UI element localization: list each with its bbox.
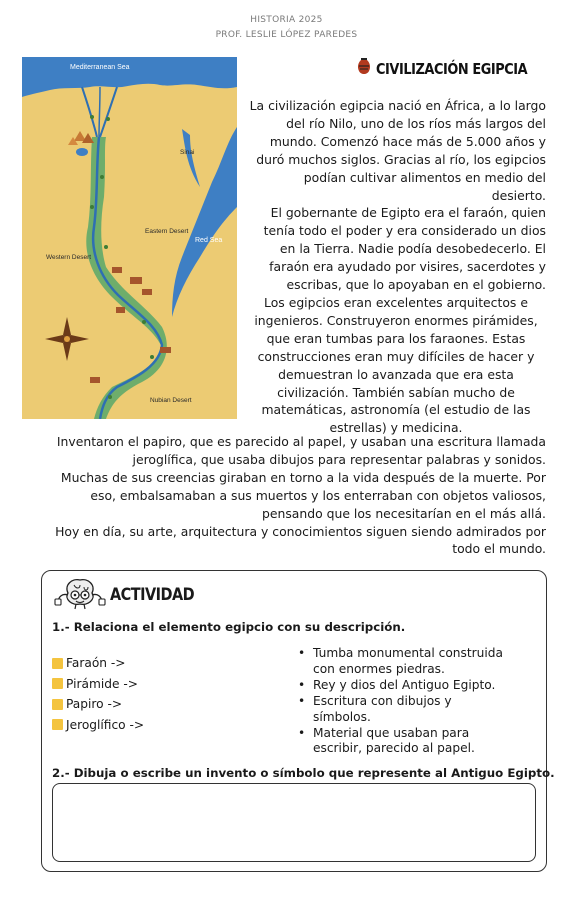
list-item: Faraón ->: [52, 653, 144, 674]
intro-paragraph: La civilización egipcia nació en África, a lo largo del río Nilo, uno de los ríos más largos del mundo. Comenzó hace más de 5.000 años y duró muchos siglos. Gracias al río, los egipcios podían cultivar alimentos en medio del desierto.: [249, 98, 546, 203]
egypt-map: [22, 57, 237, 419]
drawing-answer-box[interactable]: [52, 783, 536, 862]
description-item: • Tumba monumental construida con enormes piedras.: [297, 646, 512, 678]
body-paragraph: Inventaron el papiro, que es parecido al papel, y usaban una escritura llamada jeroglífica, que usaba dibujos para representar palabras y sonidos.: [56, 434, 546, 467]
list-item: Jeroglífico ->: [52, 715, 144, 736]
document-header: [0, 13, 573, 43]
list-item: Pirámide ->: [52, 674, 144, 695]
body-paragraph: Muchas de sus creencias giraban en torno a la vida después de la muerte. Por eso, embalsamaban a sus muertos y los enterraban con objetos valiosos, pensando que los necesitarían en el más allá.: [60, 469, 546, 521]
teacher-label: PROF. LESLIE LÓPEZ PAREDES: [215, 30, 358, 40]
intro-paragraph: El gobernante de Egipto era el faraón, quien tenía todo el poder y era considerado un dios en la Tierra. Nadie podía desobedecerlo. El faraón era ayudado por visires, sacerdotes y escribas, que lo apoyaban en el gobierno.: [263, 205, 546, 293]
map-label-western-desert: Western Desert: [46, 254, 92, 261]
checkbox-marker[interactable]: [52, 699, 63, 710]
body-paragraph: Hoy en día, su arte, arquitectura y conocimientos siguen siendo admirados por todo el mundo.: [55, 523, 546, 557]
activity-header: [54, 576, 209, 614]
map-label-nubian-desert: Nubian Desert: [150, 397, 192, 404]
intro-paragraph: Los egipcios eran excelentes arquitectos e ingenieros. Construyeron enormes pirámides, que eran tumbas para los faraones. Estas construcciones eran muy difíciles de hacer y demuestran lo avanzada que era esta civilización. También sabían mucho de matemáticas, astronomía (el estudio de las estrellas) y medicina.: [254, 294, 538, 436]
question-1: 1.- Relaciona el elemento egipcio con su descripción.: [52, 620, 406, 634]
question-2: 2.- Dibuja o escribe un invento o símbolo que represente al Antiguo Egipto.: [52, 766, 555, 780]
body-text: [38, 433, 546, 558]
map-label-red-sea: Red Sea: [195, 237, 223, 244]
egyptian-vase-icon: [356, 58, 372, 80]
description-item: • Material que usaban para escribir, parecido al papel.: [297, 726, 512, 758]
map-label-sinai: Sinai: [180, 149, 195, 156]
activity-title: ACTIVIDAD: [110, 585, 195, 605]
checkbox-marker[interactable]: [52, 719, 63, 730]
page-title: CIVILIZACIÓN EGIPCIA: [376, 60, 528, 78]
title-row: [356, 58, 552, 80]
map-label-sea: Mediterranean Sea: [70, 64, 130, 71]
map-label-eastern-desert: Eastern Desert: [145, 228, 189, 235]
description-list: [297, 646, 512, 757]
description-item: • Rey y dios del Antiguo Egipto.: [297, 678, 512, 694]
list-item: Papiro ->: [52, 694, 144, 715]
element-list: [52, 653, 144, 735]
subject-label: HISTORIA 2025: [250, 15, 323, 25]
checkbox-marker[interactable]: [52, 658, 63, 669]
description-item: • Escritura con dibujos y símbolos.: [297, 694, 512, 726]
intro-text: [246, 97, 546, 437]
brain-mascot-icon: [54, 575, 106, 615]
checkbox-marker[interactable]: [52, 678, 63, 689]
